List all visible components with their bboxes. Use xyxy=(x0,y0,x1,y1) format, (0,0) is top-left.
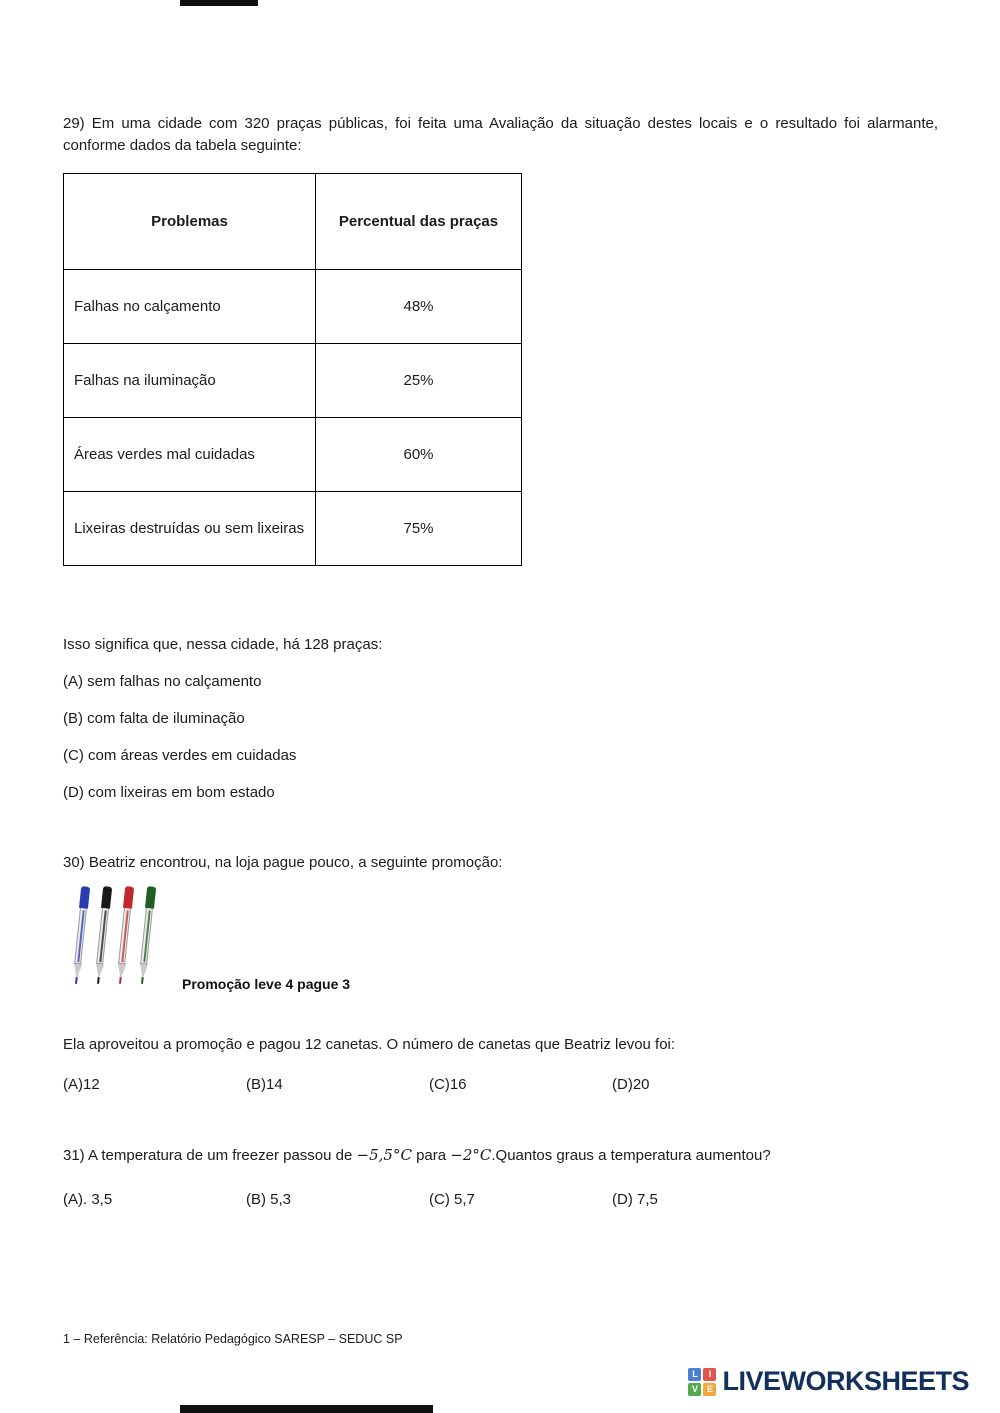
option-b: (B) 5,3 xyxy=(246,1191,292,1208)
liveworksheets-grid-icon xyxy=(688,1368,716,1396)
q31-text-after: .Quantos graus a temperatura aumentou? xyxy=(491,1147,771,1164)
table-row xyxy=(64,344,522,418)
question-29-stem: Isso significa que, nessa cidade, há 128 praças: xyxy=(63,636,383,653)
table-cell-problem: Lixeiras destruídas ou sem lixeiras xyxy=(64,492,316,566)
table-cell-percent: 48% xyxy=(316,270,522,344)
option-b: (B) com falta de iluminação xyxy=(63,710,245,727)
table-cell-problem: Falhas no calçamento xyxy=(64,270,316,344)
option-c: (C) 5,7 xyxy=(429,1191,475,1208)
green-pen-icon xyxy=(137,886,156,984)
option-a: (A)12 xyxy=(63,1076,100,1093)
q29-table xyxy=(63,173,522,566)
table-header-percentual: Percentual das praças xyxy=(316,174,522,270)
question-29-text: 29) Em uma cidade com 320 praças públicas, foi feita uma Avaliação da situação destes locais e o resultado foi alarmante, conforme dados da tabela seguinte: xyxy=(63,115,938,154)
q31-temp-1: −5,5°C xyxy=(356,1146,412,1164)
screen-edge-artifact-top xyxy=(180,0,258,6)
q31-temp-2: −2°C xyxy=(450,1146,492,1164)
question-30-text: 30) Beatriz encontrou, na loja pague pouco, a seguinte promoção: xyxy=(63,854,503,871)
table-header-row xyxy=(64,174,522,270)
liveworksheets-wordmark: LIVEWORKSHEETS xyxy=(722,1366,969,1396)
table-row xyxy=(64,270,522,344)
table-row xyxy=(64,418,522,492)
question-30-stem: Ela aproveitou a promoção e pagou 12 canetas. O número de canetas que Beatriz levou foi: xyxy=(63,1036,676,1053)
table-cell-percent: 75% xyxy=(316,492,522,566)
option-a: (A). 3,5 xyxy=(63,1191,113,1208)
option-b: (B)14 xyxy=(246,1076,283,1093)
question-30-options xyxy=(63,1074,938,1096)
q31-text-middle: para xyxy=(411,1147,451,1164)
liveworksheets-logo[interactable] xyxy=(688,1366,969,1397)
blue-pen-icon xyxy=(71,886,90,984)
pens-image xyxy=(63,886,146,1004)
question-31-options xyxy=(63,1189,938,1211)
footer-reference: 1 – Referência: Relatório Pedagógico SARESP – SEDUC SP xyxy=(63,1332,403,1346)
logo-tile-e: E xyxy=(703,1383,716,1396)
table-cell-problem: Falhas na iluminação xyxy=(64,344,316,418)
screen-edge-artifact-bottom xyxy=(180,1405,433,1413)
logo-tile-v: V xyxy=(688,1383,701,1396)
red-pen-icon xyxy=(115,886,134,984)
option-d: (D) 7,5 xyxy=(612,1191,658,1208)
promo-illustration xyxy=(63,882,938,1004)
table-cell-percent: 60% xyxy=(316,418,522,492)
promo-caption: Promoção leve 4 pague 3 xyxy=(182,976,351,992)
q31-text-before: 31) A temperatura de um freezer passou de xyxy=(63,1147,357,1164)
black-pen-icon xyxy=(93,886,112,984)
logo-tile-i: I xyxy=(703,1368,716,1381)
option-a: (A) sem falhas no calçamento xyxy=(63,673,262,690)
option-c: (C) com áreas verdes em cuidadas xyxy=(63,747,297,764)
logo-tile-l: L xyxy=(688,1368,701,1381)
option-d: (D) com lixeiras em bom estado xyxy=(63,784,275,801)
table-cell-problem: Áreas verdes mal cuidadas xyxy=(64,418,316,492)
option-c: (C)16 xyxy=(429,1076,467,1093)
option-d: (D)20 xyxy=(612,1076,650,1093)
table-header-problemas: Problemas xyxy=(64,174,316,270)
question-29-options xyxy=(63,671,938,804)
question-31-text xyxy=(63,1144,938,1167)
table-cell-percent: 25% xyxy=(316,344,522,418)
table-row xyxy=(64,492,522,566)
